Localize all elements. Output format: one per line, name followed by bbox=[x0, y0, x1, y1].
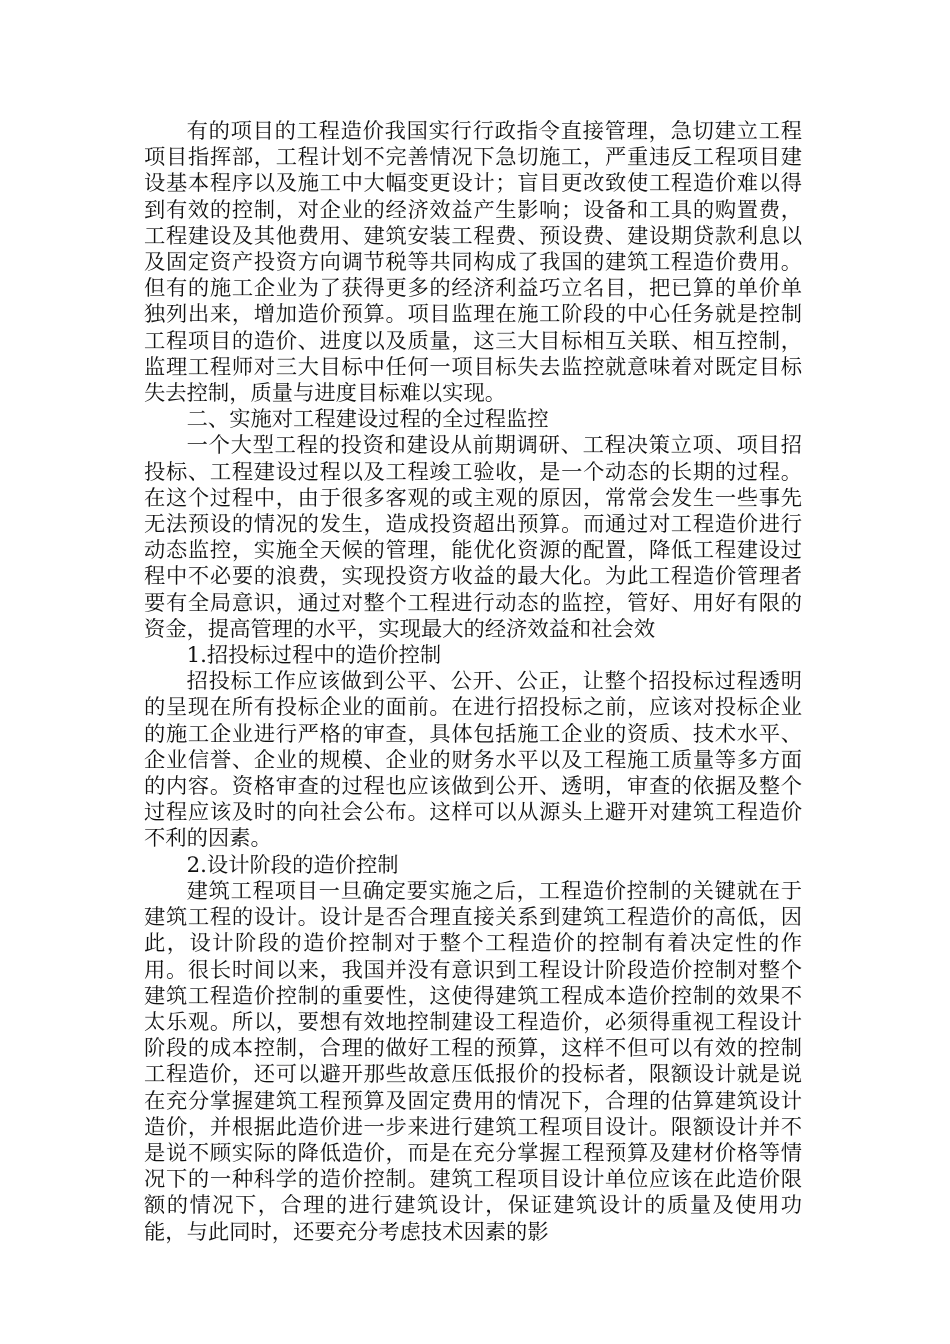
body-paragraph-5: 招投标工作应该做到公平、公开、公正，让整个招投标过程透明的呈现在所有投标企业的面前。在进行招投标之前，应该对投标企业的施工企业进行严格的审查，具体包括施工企业的资质、技术水平、企业信誉、企业的规模、企业的财务水平以及工程施工质量等多方面的内容。资格审查的过程也应该做到公开、透明，审查的依据及整个过程应该及时的向社会公布。这样可以从源头上避开对建筑工程造价不利的因素。 bbox=[144, 669, 802, 852]
section-heading-2: 二、实施对工程建设过程的全过程监控 bbox=[186, 407, 549, 433]
subsection-heading-1: 1.招投标过程中的造价控制 bbox=[186, 643, 442, 669]
body-paragraph-1: 有的项目的工程造价我国实行行政指令直接管理，急切建立工程项目指挥部，工程计划不完善情况下急切施工，严重违反工程项目建设基本程序以及施工中大幅变更设计；盲目更改致使工程造价难以得到有效的控制，对企业的经济效益产生影响；设备和工具的购置费，工程建设及其他费用、建筑安装工程费、预设费、建设期贷款利息以及固定资产投资方向调节税等共同构成了我国的建筑工程造价费用。但有的施工企业为了获得更多的经济利益巧立名目，把已算的单价单独列出来，增加造价预算。项目监理在施工阶段的中心任务就是控制工程项目的造价、进度以及质量，这三大目标相互关联、相互控制，监理工程师对三大目标中任何一项目标失去监控就意味着对既定目标失去控制，质量与进度目标难以实现。 bbox=[144, 119, 802, 407]
body-paragraph-3: 一个大型工程的投资和建设从前期调研、工程决策立项、项目招投标、工程建设过程以及工程竣工验收，是一个动态的长期的过程。在这个过程中，由于很多客观的或主观的原因，常常会发生一些事先无法预设的情况的发生，造成投资超出预算。而通过对工程造价进行动态监控，实施全天候的管理，能优化资源的配置，降低工程建设过程中不必要的浪费，实现投资方收益的最大化。为此工程造价管理者要有全局意识，通过对整个工程进行动态的监控，管好、用好有限的资金，提高管理的水平，实现最大的经济效益和社会效 bbox=[144, 433, 802, 642]
document-page bbox=[144, 119, 802, 1246]
subsection-heading-2: 2.设计阶段的造价控制 bbox=[186, 852, 399, 878]
body-paragraph-7: 建筑工程项目一旦确定要实施之后，工程造价控制的关键就在于建筑工程的设计。设计是否合理直接关系到建筑工程造价的高低，因此，设计阶段的造价控制对于整个工程造价的控制有着决定性的作用。很长时间以来，我国并没有意识到工程设计阶段造价控制对整个建筑工程造价控制的重要性，这使得建筑工程成本造价控制的效果不太乐观。所以，要想有效地控制建设工程造价，必须得重视工程设计阶段的成本控制，合理的做好工程的预算，这样不但可以有效的控制工程造价，还可以避开那些故意压低报价的投标者，限额设计就是说在充分掌握建筑工程预算及固定费用的情况下，合理的估算建筑设计造价，并根据此造价进一步来进行建筑工程项目设计。限额设计并不是说不顾实际的降低造价，而是在充分掌握工程预算及建材价格等情况下的一种科学的造价控制。建筑工程项目设计单位应该在此造价限额的情况下，合理的进行建筑设计，保证建筑设计的质量及使用功能，与此同时，还要充分考虑技术因素的影 bbox=[144, 878, 802, 1245]
